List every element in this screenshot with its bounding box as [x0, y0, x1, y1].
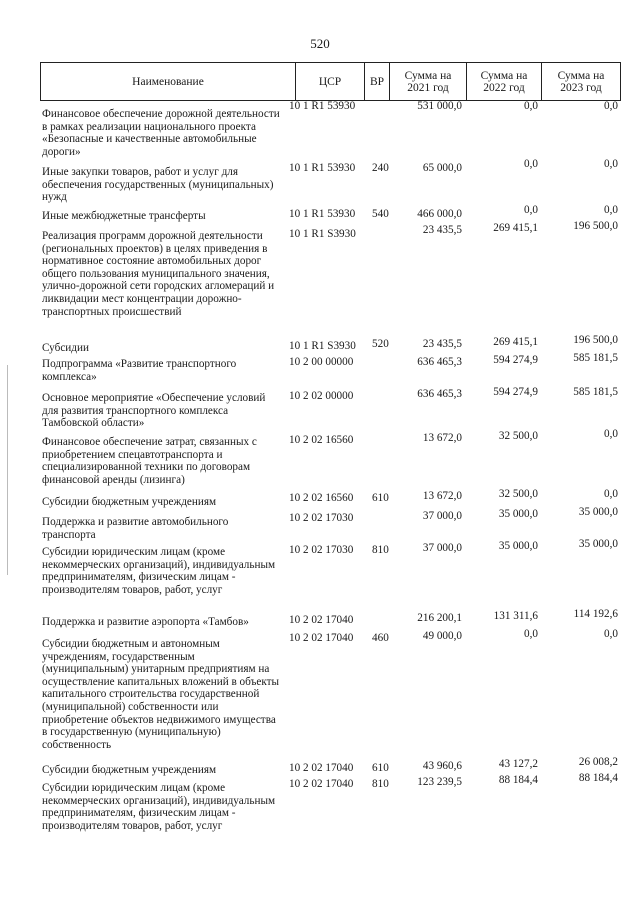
row-sum-2022: 131 311,6: [493, 610, 538, 622]
row-sum-2023: 0,0: [604, 100, 618, 112]
row-sum-2021: 43 960,6: [422, 760, 462, 772]
row-csr: 10 2 02 16560: [289, 434, 354, 446]
row-csr: 10 2 00 00000: [289, 356, 354, 368]
row-csr: 10 2 02 17040: [289, 632, 354, 644]
row-sum-2023: 0,0: [604, 428, 618, 440]
row-sum-2022: 0,0: [524, 100, 538, 112]
row-vr: 610: [372, 492, 389, 504]
row-sum-2022: 269 415,1: [493, 222, 538, 234]
row-csr: 10 1 R1 53930: [289, 100, 356, 112]
row-name: Финансовое обеспечение затрат, связанных с приобретением спецавтотранспорта и специализированной техники по договорам финансовой аренды (лизинга): [42, 436, 257, 486]
row-csr: 10 1 R1 S3930: [289, 228, 356, 240]
row-sum-2023: 35 000,0: [578, 506, 618, 518]
row-sum-2021: 23 435,5: [422, 338, 462, 350]
row-sum-2022: 32 500,0: [498, 430, 538, 442]
header-vr: ВР: [364, 62, 390, 101]
row-name: Субсидии: [42, 342, 89, 354]
row-sum-2023: 196 500,0: [573, 334, 618, 346]
row-sum-2021: 636 465,3: [417, 388, 462, 400]
row-sum-2023: 0,0: [604, 628, 618, 640]
header-name: Наименование: [40, 62, 296, 101]
row-name: Субсидии бюджетным учреждениям: [42, 764, 217, 776]
row-name: Субсидии юридическим лицам (кроме некоммерческих организаций), индивидуальным предпринимателям, физическим лицам - производителям товаров, работ, услуг: [42, 782, 276, 832]
row-name: Финансовое обеспечение дорожной деятельности в рамках реализации национального проекта «Безопасные и качественные автомобильные дороги»: [42, 108, 280, 158]
row-sum-2023: 35 000,0: [578, 538, 618, 550]
row-sum-2022: 594 274,9: [493, 386, 538, 398]
row-name: Иные закупки товаров, работ и услуг для обеспечения государственных (муниципальных) нужд: [42, 166, 274, 204]
row-sum-2021: 13 672,0: [422, 490, 462, 502]
row-name: Подпрограмма «Развитие транспортного комплекса»: [42, 358, 237, 383]
row-sum-2022: 269 415,1: [493, 336, 538, 348]
row-name: Субсидии юридическим лицам (кроме некоммерческих организаций), индивидуальным предпринимателям, физическим лицам - производителям товаров, работ, услуг: [42, 546, 276, 596]
row-sum-2023: 114 192,6: [573, 608, 618, 620]
row-name: Субсидии бюджетным и автономным учреждениям, государственным (муниципальным) унитарным предприятиям на осуществление капитальных вложений в объекты капитального строительства государственной (муниципальной) собственности или приобретение объектов недвижимого имущества в государственную (муниципальную) собственность: [42, 638, 280, 751]
row-sum-2021: 466 000,0: [417, 208, 462, 220]
row-csr: 10 2 02 17040: [289, 614, 354, 626]
header-sum-2021: Сумма на 2021 год: [389, 62, 467, 101]
row-sum-2023: 196 500,0: [573, 220, 618, 232]
row-csr: 10 1 R1 53930: [289, 162, 356, 174]
row-sum-2023: 585 181,5: [573, 386, 618, 398]
row-csr: 10 2 02 17030: [289, 544, 354, 556]
row-csr: 10 1 R1 S3930: [289, 340, 356, 352]
row-sum-2022: 35 000,0: [498, 540, 538, 552]
row-sum-2021: 65 000,0: [422, 162, 462, 174]
row-vr: 520: [372, 338, 389, 350]
row-vr: 460: [372, 632, 389, 644]
row-sum-2021: 37 000,0: [422, 542, 462, 554]
row-name: Основное мероприятие «Обеспечение условий для развития транспортного комплекса Тамбовской области»: [42, 392, 266, 430]
row-vr: 810: [372, 778, 389, 790]
row-sum-2022: 32 500,0: [498, 488, 538, 500]
row-sum-2021: 636 465,3: [417, 356, 462, 368]
row-sum-2022: 0,0: [524, 158, 538, 170]
row-csr: 10 1 R1 53930: [289, 208, 356, 220]
row-csr: 10 2 02 17040: [289, 762, 354, 774]
row-sum-2023: 26 008,2: [578, 756, 618, 768]
row-csr: 10 2 02 17040: [289, 778, 354, 790]
row-name: Субсидии бюджетным учреждениям: [42, 496, 217, 508]
row-sum-2021: 216 200,1: [417, 612, 462, 624]
row-vr: 240: [372, 162, 389, 174]
row-sum-2021: 13 672,0: [422, 432, 462, 444]
row-vr: 540: [372, 208, 389, 220]
row-sum-2023: 0,0: [604, 488, 618, 500]
row-csr: 10 2 02 16560: [289, 492, 354, 504]
row-sum-2022: 43 127,2: [498, 758, 538, 770]
row-sum-2023: 0,0: [604, 158, 618, 170]
row-sum-2022: 88 184,4: [498, 774, 538, 786]
row-sum-2023: 0,0: [604, 204, 618, 216]
row-sum-2023: 585 181,5: [573, 352, 618, 364]
row-name: Реализация программ дорожной деятельности (региональных проектов) в целях приведения в нормативное состояние автомобильных дорог общего пользования муниципального значения, улично-дорожной сети городских агломераций и ликвидации мест концентрации дорожно-транспортных происшествий: [42, 230, 275, 318]
row-sum-2021: 49 000,0: [422, 630, 462, 642]
row-name: Поддержка и развитие аэропорта «Тамбов»: [42, 616, 249, 628]
row-sum-2022: 0,0: [524, 628, 538, 640]
page-number: 520: [310, 36, 330, 51]
margin-mark: [7, 365, 8, 575]
header-sum-2022: Сумма на 2022 год: [466, 62, 542, 101]
row-sum-2021: 23 435,5: [422, 224, 462, 236]
header-sum-2023: Сумма на 2023 год: [541, 62, 621, 101]
header-csr: ЦСР: [295, 62, 365, 101]
row-sum-2021: 531 000,0: [417, 100, 462, 112]
row-vr: 810: [372, 544, 389, 556]
row-name: Поддержка и развитие автомобильного транспорта: [42, 516, 229, 541]
row-csr: 10 2 02 00000: [289, 390, 354, 402]
row-csr: 10 2 02 17030: [289, 512, 354, 524]
row-sum-2021: 123 239,5: [417, 776, 462, 788]
row-sum-2023: 88 184,4: [578, 772, 618, 784]
row-sum-2021: 37 000,0: [422, 510, 462, 522]
row-sum-2022: 0,0: [524, 204, 538, 216]
row-sum-2022: 594 274,9: [493, 354, 538, 366]
row-name: Иные межбюджетные трансферты: [42, 210, 206, 222]
row-sum-2022: 35 000,0: [498, 508, 538, 520]
row-vr: 610: [372, 762, 389, 774]
